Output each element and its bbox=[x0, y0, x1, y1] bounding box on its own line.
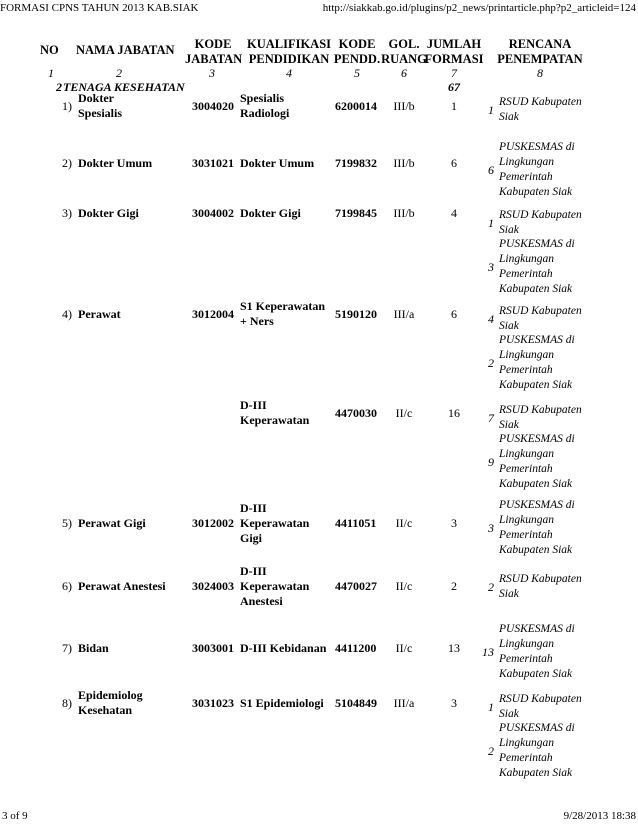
row-kode-jabatan: 3012004 bbox=[192, 306, 234, 321]
row-kode-pendd: 4411200 bbox=[335, 640, 377, 655]
row-nama-jabatan: Perawat Anestesi bbox=[78, 578, 166, 593]
placement-location: RSUD Kabupaten Siak bbox=[499, 404, 582, 431]
row-nama-jabatan: Dokter Gigi bbox=[78, 205, 139, 220]
print-footer-page: 3 of 9 bbox=[2, 810, 28, 822]
section-total: 67 bbox=[448, 80, 460, 94]
row-kode-jabatan: 3031023 bbox=[192, 695, 234, 710]
row-kualifikasi: Dokter Umum bbox=[240, 155, 315, 170]
row-jumlah: 3 bbox=[451, 695, 457, 710]
row-kualifikasi: Spesialis Radiologi bbox=[240, 91, 290, 120]
placement-count: 2 bbox=[488, 355, 494, 370]
col-kode-pendd: KODE PENDD. bbox=[333, 37, 381, 66]
row-kode-pendd: 4411051 bbox=[335, 515, 377, 530]
col-gol-ruang: GOL. RUANG bbox=[381, 37, 427, 66]
row-kode-jabatan: 3004020 bbox=[192, 98, 234, 113]
row-number: 2) bbox=[62, 155, 72, 170]
placement-location: PUSKESMAS di Lingkungan Pemerintah Kabupaten Siak bbox=[499, 623, 575, 680]
row-kode-jabatan: 3024003 bbox=[192, 578, 234, 593]
placement-count: 13 bbox=[482, 644, 494, 659]
row-number: 5) bbox=[62, 515, 72, 530]
row-kode-pendd: 7199845 bbox=[335, 205, 377, 220]
row-number: 1) bbox=[62, 98, 72, 113]
row-gol-ruang: III/b bbox=[393, 155, 415, 170]
placement-location: RSUD Kabupaten Siak bbox=[499, 305, 582, 332]
row-nama-jabatan: Perawat bbox=[78, 306, 121, 321]
row-number: 6) bbox=[62, 578, 72, 593]
row-kode-pendd: 4470027 bbox=[335, 578, 377, 593]
placement-location: RSUD Kabupaten Siak bbox=[499, 693, 582, 720]
col-nama-jabatan: NAMA JABATAN bbox=[76, 43, 175, 57]
placement-location: PUSKESMAS di Lingkungan Pemerintah Kabupaten Siak bbox=[499, 433, 575, 490]
row-kode-jabatan: 3003001 bbox=[192, 640, 234, 655]
placement-count: 9 bbox=[488, 454, 494, 469]
row-number: 3) bbox=[62, 205, 72, 220]
row-kualifikasi: S1 Epidemiologi bbox=[240, 695, 324, 710]
placement-location: RSUD Kabupaten Siak bbox=[499, 573, 582, 600]
row-kode-jabatan: 3031021 bbox=[192, 155, 234, 170]
row-nama-jabatan: Dokter Spesialis bbox=[78, 91, 123, 120]
row-kualifikasi: D-III Keperawatan Gigi bbox=[240, 500, 310, 545]
row-kode-pendd: 5104849 bbox=[335, 695, 377, 710]
row-gol-ruang: II/c bbox=[395, 578, 413, 593]
placement-location: PUSKESMAS di Lingkungan Pemerintah Kabupaten Siak bbox=[499, 499, 575, 556]
row-kualifikasi: D-III Keperawatan bbox=[240, 398, 310, 427]
section-number: 2 bbox=[56, 80, 62, 94]
row-kode-jabatan: 3004002 bbox=[192, 205, 234, 220]
placement-location: RSUD Kabupaten Siak bbox=[499, 209, 582, 236]
row-kode-pendd: 4470030 bbox=[335, 405, 377, 420]
col-no: NO bbox=[40, 43, 59, 57]
col-rencana-penempatan: RENCANA PENEMPATAN bbox=[497, 37, 583, 66]
row-jumlah: 3 bbox=[451, 515, 457, 530]
row-kode-jabatan: 3012002 bbox=[192, 515, 234, 530]
row-jumlah: 1 bbox=[451, 98, 457, 113]
row-gol-ruang: III/b bbox=[393, 98, 415, 113]
row-gol-ruang: III/a bbox=[393, 695, 415, 710]
row-gol-ruang: II/c bbox=[395, 405, 413, 420]
placement-location: PUSKESMAS di Lingkungan Pemerintah Kabupaten Siak bbox=[499, 722, 575, 779]
placement-count: 1 bbox=[488, 215, 494, 230]
row-gol-ruang: II/c bbox=[395, 515, 413, 530]
row-gol-ruang: II/c bbox=[395, 640, 413, 655]
row-gol-ruang: III/b bbox=[393, 205, 415, 220]
col-kode-jabatan: KODE JABATAN bbox=[185, 37, 243, 66]
row-kualifikasi: D-III Kebidanan bbox=[240, 640, 327, 655]
col-kualifikasi: KUALIFIKASI PENDIDIKAN bbox=[246, 37, 332, 66]
placement-count: 6 bbox=[488, 162, 494, 177]
placement-location: PUSKESMAS di Lingkungan Pemerintah Kabupaten Siak bbox=[499, 334, 575, 391]
placement-location: RSUD Kabupaten Siak bbox=[499, 96, 582, 123]
row-jumlah: 16 bbox=[448, 405, 460, 420]
row-jumlah: 6 bbox=[451, 306, 457, 321]
placement-count: 1 bbox=[488, 102, 494, 117]
placement-location: PUSKESMAS di Lingkungan Pemerintah Kabupaten Siak bbox=[499, 141, 575, 198]
placement-count: 7 bbox=[488, 410, 494, 425]
row-kualifikasi: Dokter Gigi bbox=[240, 205, 301, 220]
placement-count: 1 bbox=[488, 699, 494, 714]
print-footer-datetime: 9/28/2013 18:38 bbox=[563, 810, 636, 822]
row-number: 4) bbox=[62, 306, 72, 321]
row-jumlah: 4 bbox=[451, 205, 457, 220]
row-jumlah: 2 bbox=[451, 578, 457, 593]
placement-count: 4 bbox=[488, 311, 494, 326]
row-kode-pendd: 7199832 bbox=[335, 155, 377, 170]
row-nama-jabatan: Dokter Umum bbox=[78, 155, 153, 170]
row-kualifikasi: S1 Keperawatan + Ners bbox=[240, 299, 325, 328]
placement-count: 3 bbox=[488, 259, 494, 274]
row-nama-jabatan: Bidan bbox=[78, 640, 109, 655]
col-jumlah-formasi: JUMLAH FORMASI bbox=[424, 37, 484, 66]
row-kode-pendd: 5190120 bbox=[335, 306, 377, 321]
row-number: 8) bbox=[62, 695, 72, 710]
row-kualifikasi: D-III Keperawatan Anestesi bbox=[240, 563, 310, 608]
row-number: 7) bbox=[62, 640, 72, 655]
placement-count: 2 bbox=[488, 743, 494, 758]
print-header-url: http://siakkab.go.id/plugins/p2_news/printarticle.php?p2_articleid=124 bbox=[322, 2, 636, 14]
print-header-title: FORMASI CPNS TAHUN 2013 KAB.SIAK bbox=[0, 2, 199, 14]
placement-count: 2 bbox=[488, 579, 494, 594]
row-jumlah: 6 bbox=[451, 155, 457, 170]
section-title: TENAGA KESEHATAN bbox=[63, 80, 185, 94]
row-kode-pendd: 6200014 bbox=[335, 98, 377, 113]
row-nama-jabatan: Epidemiolog Kesehatan bbox=[78, 688, 143, 717]
row-nama-jabatan: Perawat Gigi bbox=[78, 515, 146, 530]
row-gol-ruang: III/a bbox=[393, 306, 415, 321]
row-jumlah: 13 bbox=[448, 640, 460, 655]
placement-location: PUSKESMAS di Lingkungan Pemerintah Kabupaten Siak bbox=[499, 238, 575, 295]
placement-count: 3 bbox=[488, 520, 494, 535]
